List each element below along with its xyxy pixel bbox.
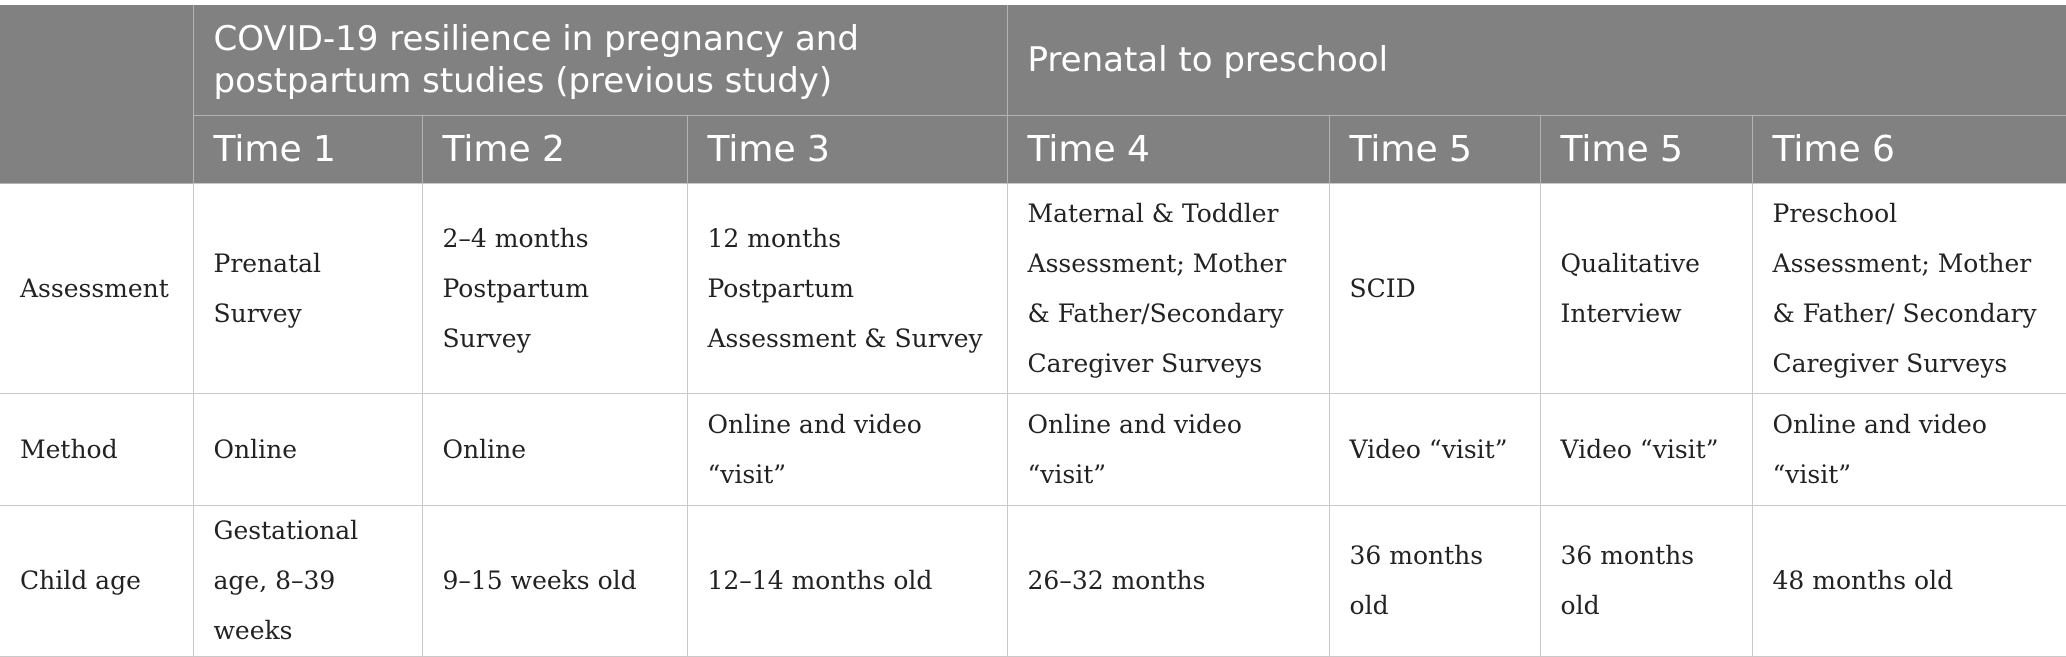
table-cell: 36 months old: [1329, 506, 1540, 657]
time-header-6: Time 6: [1752, 116, 2066, 184]
row-label-method: Method: [0, 394, 193, 506]
table-cell: 36 months old: [1540, 506, 1752, 657]
table-cell: Online and video “visit”: [1752, 394, 2066, 506]
row-label-child-age: Child age: [0, 506, 193, 657]
table-cell: Preschool Assessment; Mother & Father/ Secondary Caregiver Surveys: [1752, 184, 2066, 394]
table-row-method: [0, 394, 2066, 506]
table-cell: Video “visit”: [1329, 394, 1540, 506]
group-header-row: [0, 5, 2066, 116]
table-cell: Maternal & Toddler Assessment; Mother & Father/Secondary Caregiver Surveys: [1007, 184, 1329, 394]
table-cell: 9–15 weeks old: [422, 506, 687, 657]
group-header-prenatal-to-preschool: Prenatal to preschool: [1007, 5, 2066, 116]
time-header-row: [0, 116, 2066, 184]
table-cell: 48 months old: [1752, 506, 2066, 657]
time-header-3: Time 3: [687, 116, 1007, 184]
group-header-previous-study: COVID-19 resilience in pregnancy and postpartum studies (previous study): [193, 5, 1007, 116]
table-cell: 12 months Postpartum Assessment & Survey: [687, 184, 1007, 394]
table-cell: Online and video “visit”: [1007, 394, 1329, 506]
time-header-2: Time 2: [422, 116, 687, 184]
table-row-child-age: [0, 506, 2066, 657]
study-timeline-table: [0, 5, 2066, 657]
table-cell: SCID: [1329, 184, 1540, 394]
table-cell: Online: [193, 394, 422, 506]
time-header-5b: Time 5: [1540, 116, 1752, 184]
row-label-assessment: Assessment: [0, 184, 193, 394]
time-header-5a: Time 5: [1329, 116, 1540, 184]
corner-header-cell: [0, 5, 193, 184]
table-cell: Video “visit”: [1540, 394, 1752, 506]
table-cell: 26–32 months: [1007, 506, 1329, 657]
time-header-4: Time 4: [1007, 116, 1329, 184]
table-cell: Online: [422, 394, 687, 506]
table-cell: Online and video “visit”: [687, 394, 1007, 506]
table-cell: Prenatal Survey: [193, 184, 422, 394]
table-cell: 12–14 months old: [687, 506, 1007, 657]
table-cell: 2–4 months Postpartum Survey: [422, 184, 687, 394]
table-cell: Qualitative Interview: [1540, 184, 1752, 394]
time-header-1: Time 1: [193, 116, 422, 184]
table-row-assessment: [0, 184, 2066, 394]
table-cell: Gestational age, 8–39 weeks: [193, 506, 422, 657]
